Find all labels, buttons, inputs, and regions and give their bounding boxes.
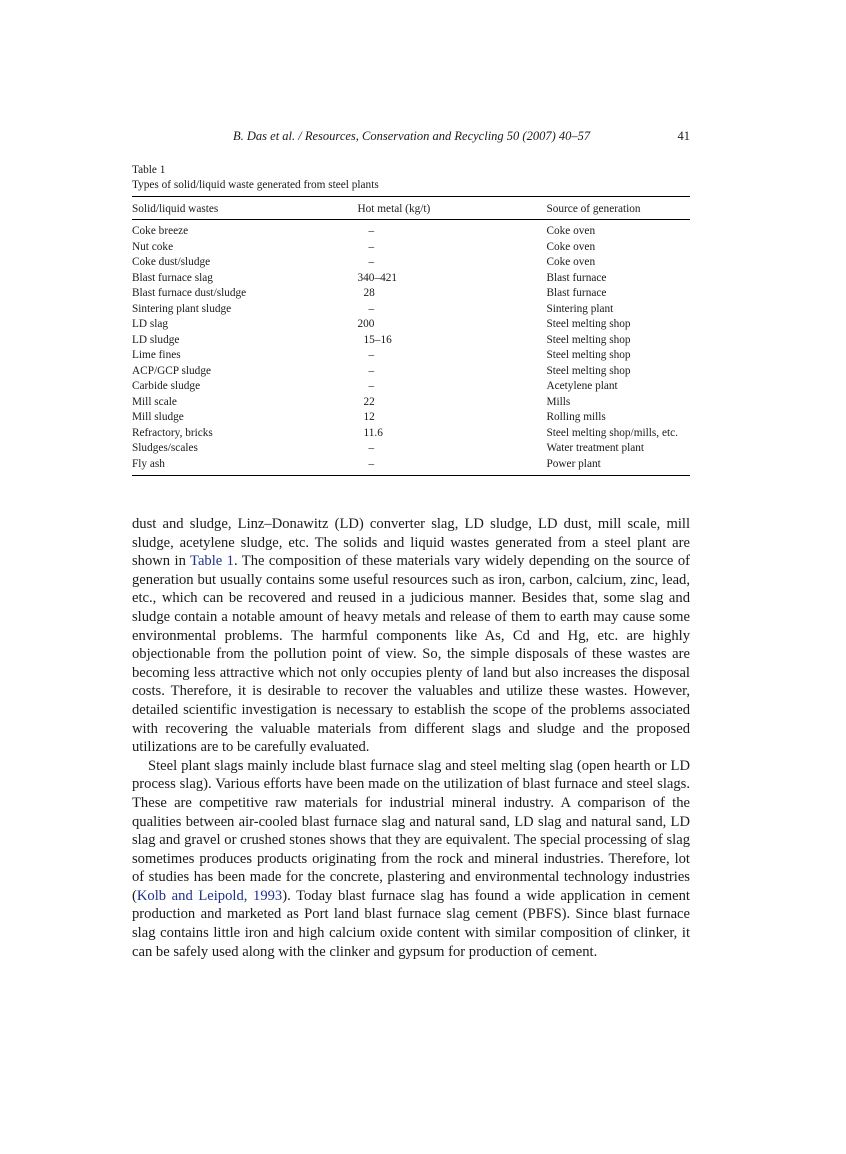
table-body [132, 220, 690, 476]
paragraph-2-text-b: ). Today blast furnace slag has found a wide application in cement production and marketed as Port land blast furnace slag cement (PBFS). Since blast furnace slag contains little iron and high calcium oxide content with similar composition of clinker, it can be safely used along with the clinker and gypsum for production of cement. [132, 887, 690, 960]
cell-source: Blast furnace [546, 287, 607, 299]
cell-source: Steel melting shop [546, 318, 631, 330]
table-row [132, 410, 690, 426]
paragraph-1-text-b: . The composition of these materials vary widely depending on the source of generation but usually contains some useful resources such as iron, carbon, calcium, zinc, lead, etc., which can be recovered and reused in a judicious manner. Besides that, some slag and sludge contain a notable amount of heavy metals and release of them to earth may cause some environmental problems. The harmful components like As, Cd and Hg, etc. are highly objectionable from the pollution point of view. So, the simple disposals of these wastes are becoming less attractive which not only occupies plenty of land but also increases the disposal costs. Therefore, it is desirable to recover the valuables and utilize these wastes. However, detailed scientific investigation is necessary to establish the scope of the problems associated with recovering the valuable materials from different slags and sludge and the proposed utilizations are to be carefully evaluated. [132, 553, 690, 756]
cell-hot-metal: – [368, 457, 375, 470]
cell-source: Water treatment plant [546, 442, 645, 454]
cell-source: Sintering plant [546, 302, 614, 315]
cell-hot-metal: 28 [363, 287, 375, 299]
cell-hot-metal: – [368, 442, 375, 454]
cell-source: Mills [546, 395, 571, 408]
waste-table [132, 196, 690, 476]
cell-hot-metal: 200 [357, 318, 375, 330]
cell-hot-metal: – [368, 302, 375, 315]
table-row [132, 333, 690, 349]
table-row [132, 240, 690, 256]
article-body [132, 515, 690, 961]
table-row [132, 220, 690, 240]
cell-waste: Coke dust/sludge [132, 256, 211, 268]
cell-waste: Mill sludge [132, 411, 184, 423]
table-caption: Types of solid/liquid waste generated from steel plants [132, 179, 379, 191]
cell-waste: Blast furnace slag [132, 271, 213, 284]
cell-hot-metal: 11.6 [363, 426, 383, 439]
table-label: Table 1 [132, 164, 166, 176]
table-row [132, 395, 690, 411]
cell-waste: Coke breeze [132, 225, 189, 237]
column-header-waste: Solid/liquid wastes [132, 203, 219, 215]
cell-hot-metal: 22 [363, 395, 375, 408]
table-row [132, 286, 690, 302]
cell-waste: Lime fines [132, 349, 181, 361]
cell-waste: Carbide sludge [132, 380, 201, 392]
cell-hot-metal: – [368, 349, 375, 361]
cell-source: Coke oven [546, 256, 596, 268]
cell-waste: Sintering plant sludge [132, 302, 232, 315]
cell-source: Steel melting shop [546, 333, 631, 346]
cell-source: Rolling mills [546, 411, 606, 423]
paragraph-1-text-a: dust and sludge, Linz–Donawitz (LD) converter slag, LD sludge, LD dust, mill scale, mill sludge, acetylene sludge, etc. The solids and liquid wastes generated from a steel plant are shown in [132, 516, 690, 570]
table-row [132, 348, 690, 364]
table-row [132, 271, 690, 287]
cell-waste: Refractory, bricks [132, 426, 213, 439]
table-header-row [132, 197, 690, 220]
cell-waste: Mill scale [132, 395, 177, 408]
paragraph-2-text-a: Steel plant slags mainly include blast furnace slag and steel melting slag (open hearth or LD process slag). Various efforts have been made on the utilization of blast furnace and steel slags. These are competitive raw materials for industrial mineral industry. A comparison of the qualities between air-cooled blast furnace slag and natural sand, LD slag and natural sand, LD slag and gravel or crushed stones shows that they are equivalent. The special processing of slag sometimes produces products originating from the rock and mineral industries. Therefore, lot of studies has been made for the concrete, plastering and environmental technology industries ( [132, 757, 690, 904]
cell-hot-metal: – [368, 364, 375, 377]
cell-waste: Blast furnace dust/sludge [132, 287, 247, 299]
table-1-link[interactable]: Table 1 [190, 553, 234, 570]
column-header-source: Source of generation [546, 203, 641, 215]
column-header-hot-metal: Hot metal (kg/t) [357, 203, 431, 215]
table-row [132, 255, 690, 271]
cell-hot-metal: – [368, 380, 375, 392]
cell-hot-metal: 340–421 [357, 271, 398, 284]
cell-source: Coke oven [546, 225, 596, 237]
cell-source: Steel melting shop [546, 349, 631, 361]
table-row [132, 379, 690, 395]
cell-hot-metal: – [368, 256, 375, 268]
table-1 [132, 163, 690, 476]
cell-waste: LD slag [132, 318, 169, 330]
page-number: 41 [677, 129, 690, 143]
paragraph-2 [132, 757, 690, 962]
cell-waste: Nut coke [132, 240, 174, 253]
cell-source: Coke oven [546, 240, 596, 253]
cell-waste: LD sludge [132, 333, 180, 346]
cell-waste: Fly ash [132, 457, 165, 470]
cell-hot-metal: 12 [363, 411, 375, 423]
table-row [132, 441, 690, 457]
kolb-leipold-citation-link[interactable]: Kolb and Leipold, 1993 [136, 887, 283, 904]
cell-source: Acetylene plant [546, 380, 618, 392]
cell-source: Steel melting shop [546, 364, 631, 377]
cell-hot-metal: – [368, 225, 375, 237]
cell-source: Blast furnace [546, 271, 607, 284]
journal-citation: B. Das et al. / Resources, Conservation and Recycling 50 (2007) 40–57 [233, 129, 591, 143]
table-row [132, 364, 690, 380]
table-row [132, 426, 690, 442]
cell-waste: ACP/GCP sludge [132, 364, 211, 377]
table-row [132, 302, 690, 318]
cell-hot-metal: 15–16 [363, 333, 392, 346]
cell-hot-metal: – [368, 240, 375, 253]
cell-source: Power plant [546, 457, 601, 470]
table-row [132, 317, 690, 333]
table-row [132, 457, 690, 476]
paragraph-1 [132, 515, 690, 757]
cell-waste: Sludges/scales [132, 442, 198, 454]
cell-source: Steel melting shop/mills, etc. [546, 426, 678, 439]
